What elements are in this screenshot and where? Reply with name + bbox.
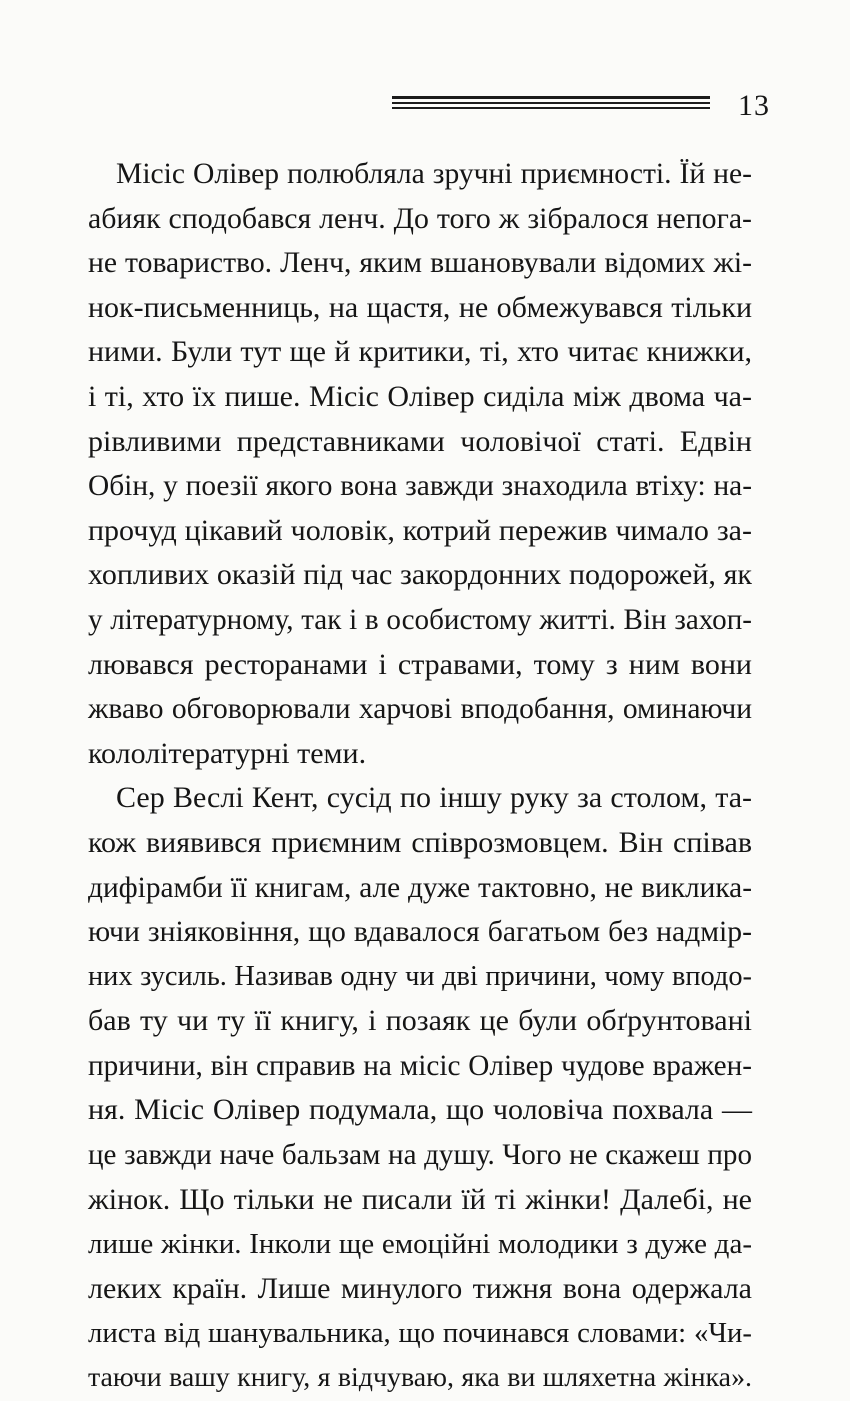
text-line: нок-письменниць, на щастя, не обмежувався тільки [88,290,752,324]
text-line: ними. Були тут ще й критики, ті, хто читає книжки, [88,335,752,369]
text-line: Місіс Олівер полюбляла зручні приємності. Їй не- [116,158,752,190]
page-number: 13 [738,89,770,122]
text-line: таючи вашу книгу, я відчуваю, яка ви шляхетна жінка». [88,1362,752,1394]
text-line: листа від шанувальника, що починався словами: «Чи- [88,1317,752,1350]
text-line: ня. Місіс Олівер подумала, що чоловіча похвала — [88,1093,752,1127]
text-line: жваво обговорювали харчові вподобання, оминаючи [88,693,752,726]
text-line: дифірамби її книгам, але дуже тактовно, не виклика- [88,871,752,904]
text-line: прочуд цікавий чоловік, котрий пережив чимало за- [88,513,752,547]
text-line: і ті, хто їх пише. Місіс Олівер сиділа між двома ча- [88,379,752,413]
text-line: це завжди наче бальзам на душу. Чого не скажеш про [88,1139,752,1172]
text-line: причини, він справив на місіс Олівер чудове вражен- [88,1049,752,1082]
text-line: бав ту чи ту її книгу, і позаяк це були обґрунтовані [88,1004,752,1038]
text-line: Обін, у поезії якого вона завжди знаходила втіху: на- [88,470,752,503]
paragraph-1 [88,152,752,776]
text-line: не товариство. Ленч, яким вшановували відомих жі- [88,247,752,280]
text-line: Сер Веслі Кент, сусід по іншу руку за столом, та- [116,781,752,815]
header-rule-line [392,102,710,104]
text-line: жінок. Що тільки не писали їй ті жінки! Далебі, не [88,1182,752,1216]
text-line: них зусиль. Називав одну чи дві причини, чому вподо- [88,960,752,992]
page-header [392,86,770,126]
header-rule-line [392,107,710,109]
text-line: рівливими представниками чоловічої статі. Едвін [88,424,752,458]
text-line: ючи зніяковіння, що вдавалося багатьом без надмір- [88,916,752,949]
text-line: хопливих оказій під час закордонних подорожей, як [88,558,752,592]
paragraph-2 [88,776,752,1400]
text-line: у літературному, так і в особистому житті. Він захоп- [88,603,752,636]
text-line: кож виявився приємним співрозмовцем. Він співав [88,825,752,859]
text-line: абияк сподобався ленч. До того ж зібралося непога- [88,201,752,235]
body-text [88,152,752,1401]
text-line: лише жінки. Інколи ще емоційні молодики з дуже да- [88,1228,752,1261]
text-line: лювався ресторанами і стравами, тому з ним вони [88,647,752,681]
header-rule [392,96,710,112]
text-line: кололітературні теми. [88,736,367,770]
header-rule-line [392,96,710,99]
text-line: леких країн. Лише минулого тижня вона одержала [88,1271,752,1305]
